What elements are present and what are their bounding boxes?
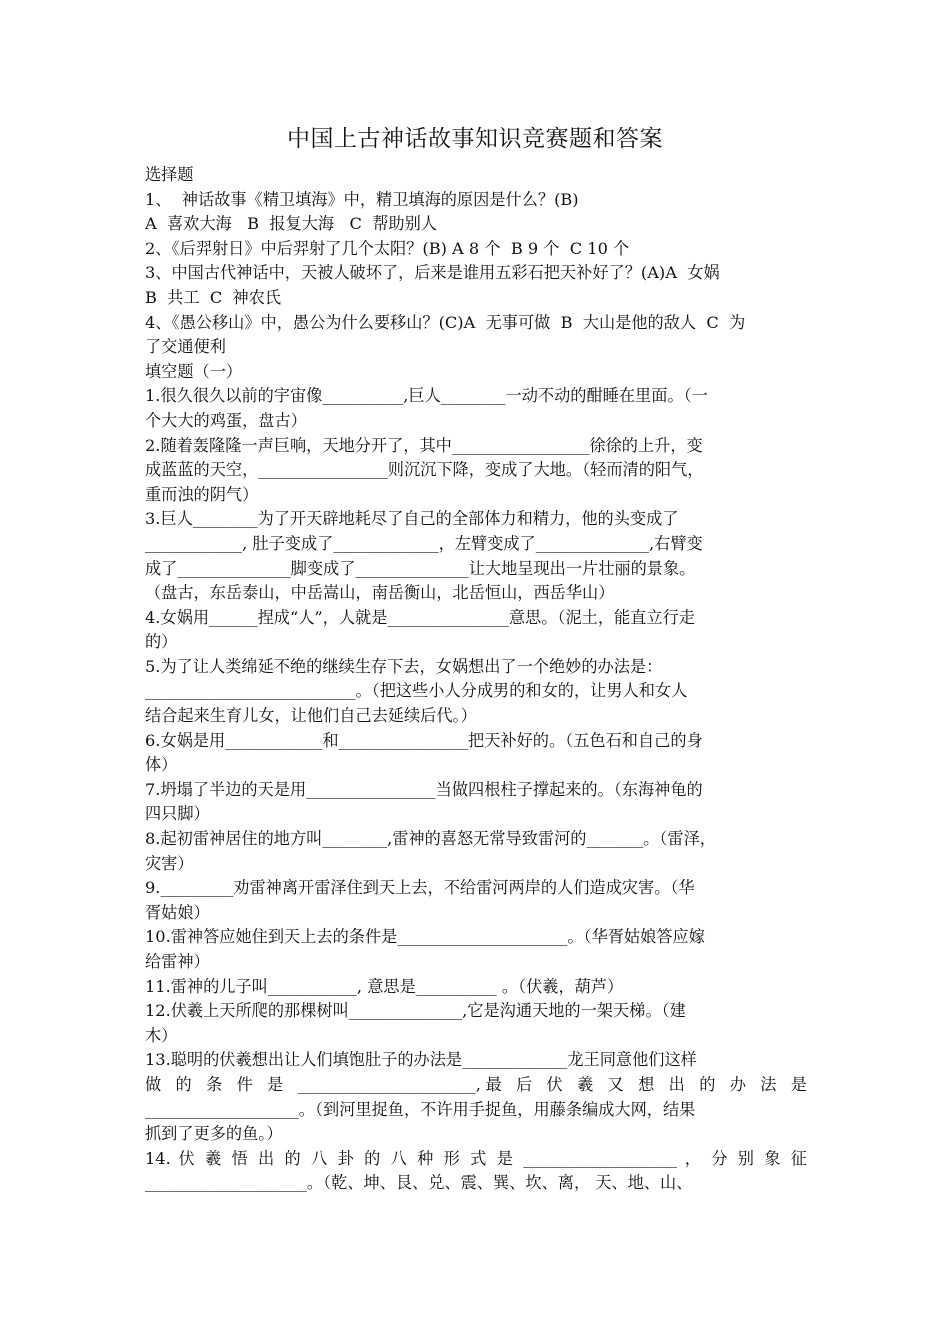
text-line: ___________________。（到河里捉鱼，不许用手捉鱼，用藤条编成大网，结果	[145, 1099, 696, 1119]
text-line: 4、《愚公移山》中，愚公为什么要移山？(C)A 无事可做 B 大山是他的敌人 C 为	[145, 312, 746, 332]
text-line: 11.雷神的儿子叫___________, 意思是__________ 。（伏羲，葫芦）	[145, 976, 624, 996]
text-line: 做 的 条 件 是 ______________________,最 后 伏 羲 又 想 出 的 办 法 是	[145, 1074, 807, 1094]
text-line: 成了______________脚变成了______________让大地呈现出一片壮丽的景象。	[145, 558, 696, 578]
text-line: 1、 神话故事《精卫填海》中，精卫填海的原因是什么？(B)	[145, 189, 579, 209]
text-line: 个大大的鸡蛋，盘古）	[145, 410, 307, 430]
text-line: 6.女娲是用____________和________________把天补好的。（五色石和自己的身	[145, 730, 703, 750]
text-line: 4.女娲用______捏成“人”，人就是_______________意思。（泥土，能直立行走	[145, 607, 695, 627]
text-line: 四只脚）	[145, 804, 210, 824]
text-line: 2.随着轰隆隆一声巨响，天地分开了，其中_________________徐徐的上升，变	[145, 435, 703, 455]
text-line: __________________________。（把这些小人分成男的和女的，让男人和女人	[145, 681, 688, 701]
text-line: 给雷神）	[145, 952, 210, 971]
text-line: 3、中国古代神话中，天被人破坏了，后来是谁用五彩石把天补好了？(A)A 女娲	[145, 263, 720, 283]
text-line: 7.坍塌了半边的天是用________________当做四根柱子撑起来的。（东海神龟的	[145, 779, 703, 799]
text-line: 选择题	[145, 165, 194, 184]
text-line: 3.巨人________为了开天辟地耗尽了自己的全部体力和精力，他的头变成了	[145, 509, 679, 529]
text-line: B 共工 C 神农氏	[145, 287, 282, 307]
text-line: 抓到了更多的鱼。）	[145, 1124, 283, 1144]
text-line: 木）	[145, 1025, 178, 1045]
text-line: 的）	[145, 632, 178, 652]
text-line: A 喜欢大海 B 报复大海 C 帮助别人	[145, 214, 437, 234]
text-line: ____________, 肚子变成了_____________，左臂变成了______________,右臂变	[145, 533, 703, 553]
text-line: 胥姑娘）	[145, 902, 210, 922]
text-line: 10.雷神答应她住到天上去的条件是_____________________。（华胥姑娘答应嫁	[145, 927, 705, 947]
text-line: 2、《后羿射日》中后羿射了几个太阳？(B) A 8 个 B 9 个 C 10 个	[145, 238, 630, 258]
text-line: 重而浊的阴气）	[145, 484, 259, 504]
text-line: 了交通便利	[145, 337, 226, 357]
document-title: 中国上古神话故事知识竞赛题和答案	[287, 126, 663, 152]
text-line: ____________________。（乾、坤、艮、兑、震、巽、坎、离， 天、地、山、	[145, 1173, 693, 1193]
text-line: 体）	[145, 755, 178, 775]
text-line: 5.为了让人类绵延不绝的继续生存下去，女娲想出了一个绝妙的办法是：	[145, 656, 663, 676]
text-line: 13.聪明的伏羲想出让人们填饱肚子的办法是_____________龙王同意他们这样	[145, 1050, 697, 1070]
text-line: 8.起初雷神居住的地方叫________,雷神的喜怒无常导致雷河的_______。（雷泽，	[145, 829, 716, 849]
text-line: 成蓝蓝的天空，________________则沉沉下降，变成了大地。（轻而清的阳气，	[145, 460, 704, 480]
text-line: 1.很久很久以前的宇宙像__________,巨人________一动不动的酣睡在里面。（一	[145, 386, 708, 406]
text-line: 灾害）	[145, 853, 194, 873]
text-line: 填空题（一）	[145, 361, 243, 381]
text-line: （盘古，东岳泰山，中岳嵩山，南岳衡山，北岳恒山，西岳华山）	[145, 583, 615, 603]
text-line: 14. 伏 羲 悟 出 的 八 卦 的 八 种 形 式 是 ___________________ ， 分 别 象 征	[145, 1148, 807, 1168]
document-body	[145, 163, 807, 1196]
text-line: 结合起来生育儿女，让他们自己去延续后代。）	[145, 706, 477, 726]
text-line: 12.伏羲上天所爬的那棵树叫______________,它是沟通天地的一架天梯。（建	[145, 1001, 686, 1021]
text-line: 9._________劝雷神离开雷泽住到天上去，不给雷河两岸的人们造成灾害。（华	[145, 878, 695, 898]
